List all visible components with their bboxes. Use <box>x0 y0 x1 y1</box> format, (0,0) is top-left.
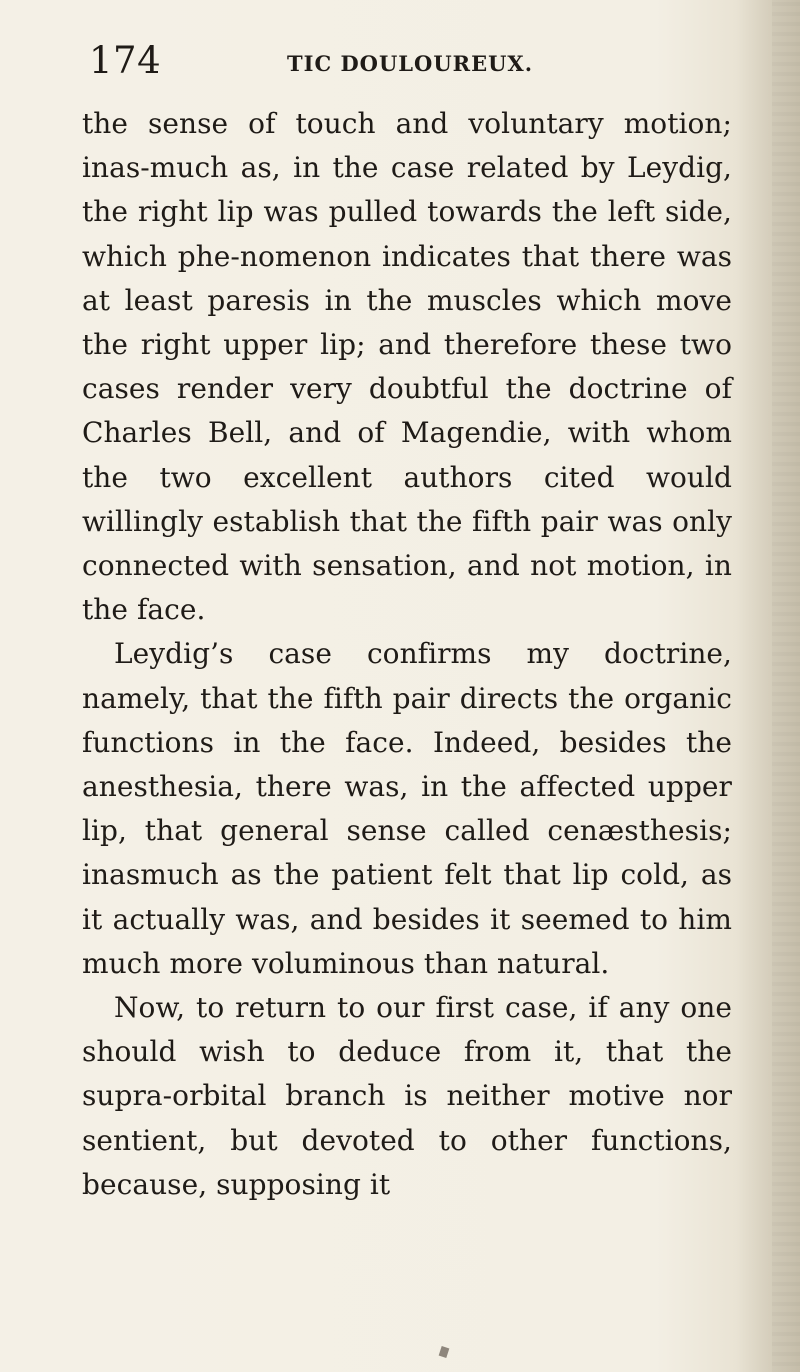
body-text <box>82 102 732 1207</box>
paragraph-3: Now, to return to our first case, if any one should wish to deduce from it, that the supra-orbital branch is neither motive nor sentient, but devoted to other functions, because, supposing it <box>82 991 732 1201</box>
paragraph-2: Leydig’s case confirms my doctrine, namely, that the fifth pair directs the organic functions in the face. Indeed, besides the anesthesia, there was, in the affected upper lip, that general sense called cenæsthesis; inasmuch as the patient felt that lip cold, as it actually was, and besides it seemed to him much more voluminous than natural. <box>82 637 732 980</box>
running-head: TIC DOULOUREUX. <box>287 51 534 76</box>
page-mark <box>439 1346 450 1358</box>
paragraph-1: the sense of touch and voluntary motion; inas-much as, in the case related by Leydig, the right lip was pulled towards the left side, which phe-nomenon indicates that there was at least paresis in the muscles which move the right upper lip; and therefore these two cases render very doubtful the doctrine of Charles Bell, and of Magendie, with whom the two excellent authors cited would willingly establish that the fifth pair was only connected with sensation, and not motion, in the face. <box>82 107 732 627</box>
page-header <box>0 38 800 84</box>
page-number: 174 <box>89 39 162 82</box>
page-edge <box>772 0 800 1372</box>
